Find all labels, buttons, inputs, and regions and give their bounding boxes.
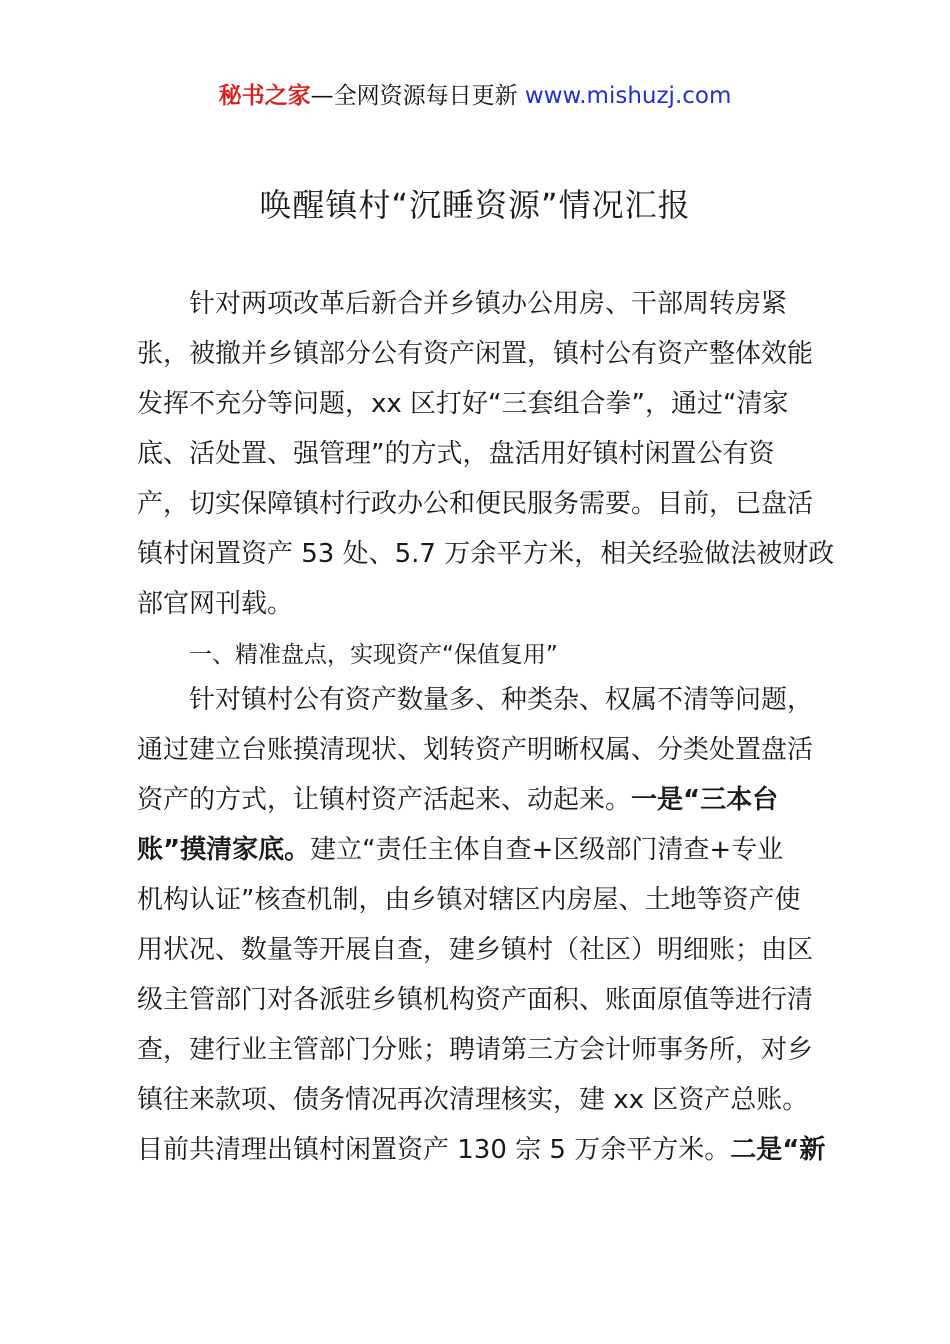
paragraph-line <box>137 832 783 868</box>
site-url-link[interactable]: www.mishuzj.com <box>524 83 732 109</box>
paragraph-line: 产，切实保障镇村行政办公和便民服务需要。目前，已盘活 <box>137 489 814 519</box>
section-heading: 一、精准盘点，实现资产“保值复用” <box>189 642 558 668</box>
paragraph-line: 镇往来款项、债务情况再次清理核实，建 xx 区资产总账。 <box>137 1085 809 1115</box>
paragraph-line: 镇村闲置资产 53 处、5.7 万余平方米，相关经验做法被财政 <box>137 539 835 569</box>
document-title: 唤醒镇村“沉睡资源”情况汇报 <box>259 186 691 224</box>
paragraph-line: 通过建立台账摸清现状、划转资产明晰权属、分类处置盘活 <box>137 735 814 765</box>
site-brand: 秘书之家 <box>218 83 311 109</box>
paragraph-line <box>137 1132 825 1168</box>
paragraph-text: 目前共清理出镇村闲置资产 130 宗 5 万余平方米。 <box>137 1135 731 1165</box>
paragraph-text: 建立“责任主体自查+区级部门清查+专业 <box>310 835 784 865</box>
site-tagline: —全网资源每日更新 <box>310 83 525 109</box>
paragraph-line: 级主管部门对各派驻乡镇机构资产面积、账面原值等进行清 <box>137 985 814 1015</box>
paragraph-line: 针对两项改革后新合并乡镇办公用房、干部周转房紧 <box>189 289 788 319</box>
paragraph-line: 机构认证”核查机制，由乡镇对辖区内房屋、土地等资产使 <box>137 885 801 915</box>
paragraph-line: 查，建行业主管部门分账；聘请第三方会计师事务所，对乡 <box>137 1035 814 1065</box>
paragraph-text: 资产的方式，让镇村资产活起来、动起来。 <box>137 785 632 815</box>
paragraph-line <box>137 782 778 818</box>
paragraph-line: 发挥不充分等问题，xx 区打好“三套组合拳”，通过“清家 <box>137 389 789 419</box>
paragraph-line: 张，被撤并乡镇部分公有资产闲置，镇村公有资产整体效能 <box>137 339 814 369</box>
paragraph-line: 部官网刊载。 <box>137 589 294 619</box>
bold-lead-in: 一是“三本台 <box>631 785 779 815</box>
bold-lead-in: 账”摸清家底。 <box>137 835 311 865</box>
paragraph-line: 用状况、数量等开展自查，建乡镇村（社区）明细账；由区 <box>137 935 814 965</box>
bold-lead-in: 二是“新 <box>730 1135 826 1165</box>
paragraph-line: 针对镇村公有资产数量多、种类杂、权属不清等问题， <box>189 685 814 715</box>
paragraph-line: 底、活处置、强管理”的方式，盘活用好镇村闲置公有资 <box>137 439 775 469</box>
